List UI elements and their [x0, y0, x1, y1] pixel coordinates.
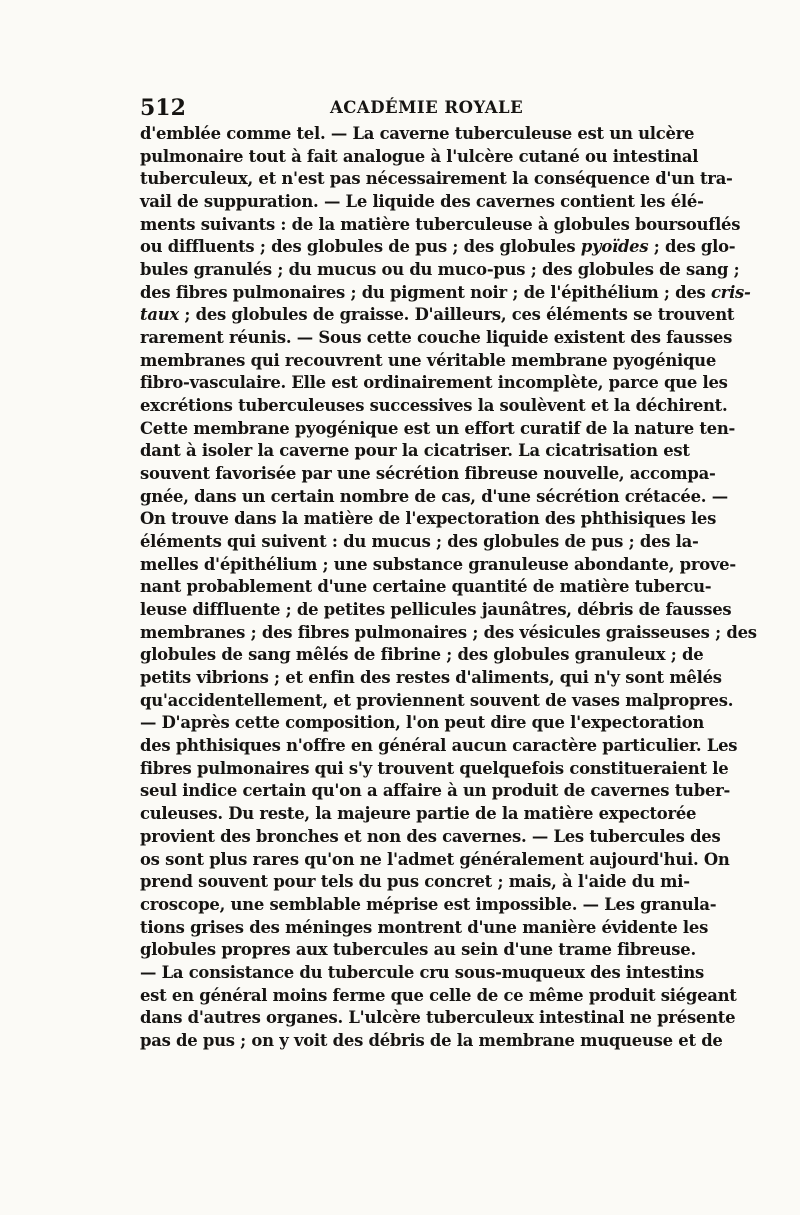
text-line: culeuses. Du reste, la majeure partie de la matière expectorée: [140, 804, 697, 824]
text-line: melles d'épithélium ; une substance granuleuse abondante, prove-: [140, 554, 736, 574]
text-line: provient des bronches et non des cavernes. — Les tubercules des: [140, 826, 721, 846]
text-segment: des fibres pulmonaires ; du pigment noir ; de l'épithélium ; des: [140, 282, 711, 302]
text-line: pas de pus ; on y voit des débris de la membrane muqueuse et de: [140, 1030, 723, 1050]
text-line: [140, 236, 736, 259]
text-line: — La consistance du tubercule cru sous-muqueux des intestins: [140, 962, 704, 982]
text-line: os sont plus rares qu'on ne l'admet généralement aujourd'hui. On: [140, 849, 730, 869]
text-line: souvent favorisée par une sécrétion fibreuse nouvelle, accompa-: [140, 464, 716, 484]
body-text: [140, 123, 757, 1053]
text-segment: ; des glo-: [648, 237, 736, 257]
text-line: [140, 304, 735, 327]
text-line: nant probablement d'une certaine quantité de matière tubercu-: [140, 577, 712, 597]
text-line: gnée, dans un certain nombre de cas, d'une sécrétion crétacée. —: [140, 486, 728, 506]
text-line: pulmonaire tout à fait analogue à l'ulcère cutané ou intestinal: [140, 146, 699, 166]
text-line: — D'après cette composition, l'on peut dire que l'expectoration: [140, 713, 705, 733]
text-line: fibro-vasculaire. Elle est ordinairement incomplète, parce que les: [140, 373, 728, 393]
text-line: seul indice certain qu'on a affaire à un produit de cavernes tuber-: [140, 781, 731, 801]
text-line: éléments qui suivent : du mucus ; des globules de pus ; des la-: [140, 532, 699, 552]
text-line: tions grises des méninges montrent d'une manière évidente les: [140, 917, 709, 937]
text-line: [140, 282, 751, 305]
text-line: membranes qui recouvrent une véritable membrane pyogénique: [140, 350, 717, 370]
italic-term: pyoïdes: [580, 237, 649, 257]
text-line: rarement réunis. — Sous cette couche liquide existent des fausses: [140, 328, 733, 348]
text-line: vail de suppuration. — Le liquide des cavernes contient les élé-: [140, 192, 704, 212]
text-line: fibres pulmonaires qui s'y trouvent quelquefois constitueraient le: [140, 758, 729, 778]
running-title: ACADÉMIE ROYALE: [330, 98, 524, 117]
text-line: est en général moins ferme que celle de ce même produit siégeant: [140, 985, 737, 1005]
page-number: 512: [140, 95, 186, 121]
page-header: [140, 95, 659, 123]
italic-term: taux: [140, 305, 179, 325]
text-line: tuberculeux, et n'est pas nécessairement la conséquence d'un tra-: [140, 169, 733, 189]
text-line: prend souvent pour tels du pus concret ; mais, à l'aide du mi-: [140, 872, 690, 892]
text-segment: ou diffluents ; des globules de pus ; des globules: [140, 237, 581, 257]
text-line: excrétions tuberculeuses successives la soulèvent et la déchirent.: [140, 396, 728, 416]
text-line: membranes ; des fibres pulmonaires ; des vésicules graisseuses ; des: [140, 622, 757, 642]
text-line: ments suivants : de la matière tuberculeuse à globules boursouflés: [140, 214, 741, 234]
text-line: d'emblée comme tel. — La caverne tuberculeuse est un ulcère: [140, 124, 695, 143]
text-segment: ; des globules de graisse. D'ailleurs, ces éléments se trouvent: [178, 305, 735, 325]
text-line: leuse diffluente ; de petites pellicules jaunâtres, débris de fausses: [140, 600, 732, 620]
text-line: petits vibrions ; et enfin des restes d'aliments, qui n'y sont mêlés: [140, 668, 722, 688]
italic-term: cris-: [710, 282, 751, 302]
text-line: Cette membrane pyogénique est un effort curatif de la nature ten-: [140, 418, 736, 438]
text-line: des phthisiques n'offre en général aucun caractère particulier. Les: [140, 736, 738, 756]
text-line: On trouve dans la matière de l'expectoration des phthisiques les: [140, 509, 717, 529]
text-line: globules de sang mêlés de fibrine ; des globules granuleux ; de: [140, 645, 704, 665]
text-line: croscope, une semblable méprise est impossible. — Les granula-: [140, 894, 717, 914]
text-line: qu'accidentellement, et proviennent souvent de vases malpropres.: [140, 690, 734, 710]
text-line: globules propres aux tubercules au sein d'une trame fibreuse.: [140, 940, 696, 960]
text-line: bules granulés ; du mucus ou du muco-pus ; des globules de sang ;: [140, 260, 740, 280]
text-line: dant à isoler la caverne pour la cicatriser. La cicatrisation est: [140, 441, 690, 461]
text-line: dans d'autres organes. L'ulcère tuberculeux intestinal ne présente: [140, 1008, 736, 1028]
